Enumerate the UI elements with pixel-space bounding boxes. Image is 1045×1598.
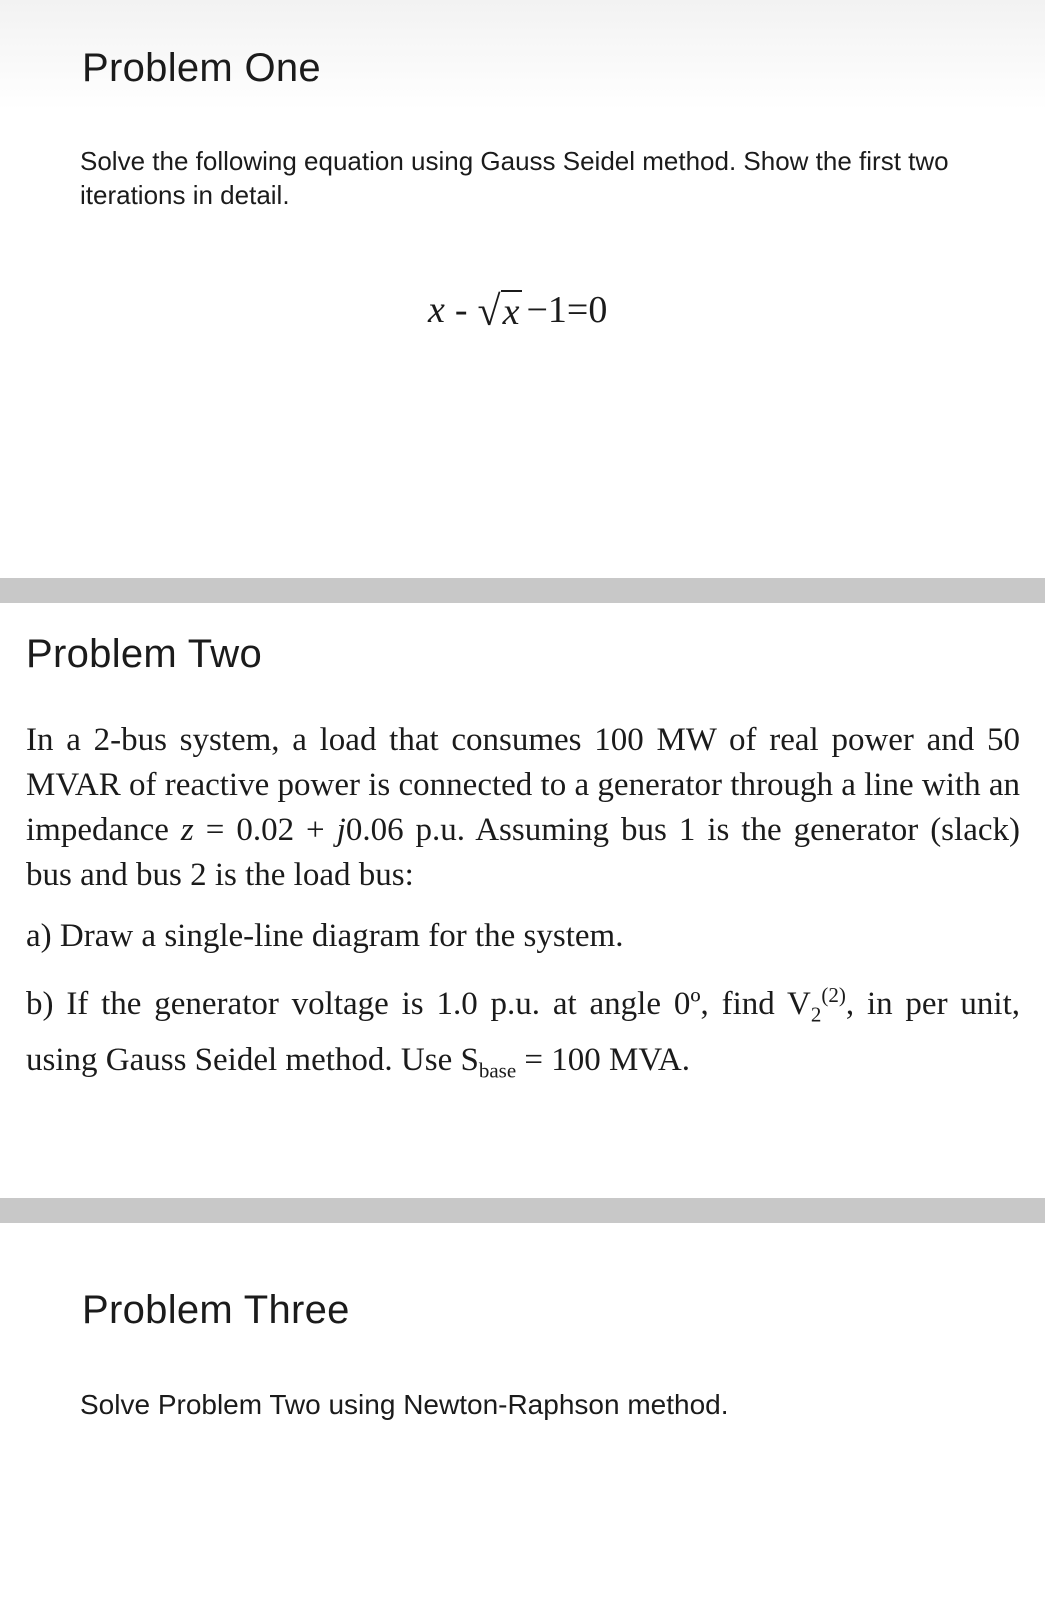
square-root: √ x <box>478 290 523 332</box>
eq-minus: - <box>454 289 468 331</box>
problem-one-instructions: Solve the following equation using Gauss Seidel method. Show the first two iterations in detail. <box>80 146 949 210</box>
eq-one: 1 <box>547 289 567 331</box>
problem-two-item-a: a) Draw a single-line diagram for the system. <box>26 918 624 954</box>
section-divider-2 <box>0 1198 1045 1223</box>
section-divider-1 <box>0 578 1045 603</box>
problem-one-title: Problem One <box>82 46 321 90</box>
imaginary-unit: j <box>336 812 346 848</box>
problem-two-item-b: b) If the generator voltage is 1.0 p.u. at angle 0º, find $V_2^{(2)}$, in per unit, using Gauss Seidel method. Use $S_{base} = 100$ MVA. <box>26 983 1020 1083</box>
eq-equals: = <box>566 289 589 331</box>
eq-minus-2: − <box>526 289 548 331</box>
problem-two-title: Problem Two <box>26 632 262 676</box>
equation <box>428 272 608 335</box>
problem-two-intro: In a 2-bus system, a load that consumes 100 MW of real power and 50 MVAR of reactive power is connected to a generator through a line with an impedance z = 0.02 + j0.06 p.u. Assuming bus 1 is the generator (slack) bus and bus 2 is the load bus: <box>26 722 1020 893</box>
problem-three-instructions: Solve Problem Two using Newton-Raphson method. <box>80 1389 729 1420</box>
eq-radicand: x <box>502 291 520 333</box>
eq-zero: 0 <box>588 289 608 331</box>
impedance-variable: z <box>180 812 194 848</box>
eq-x: x <box>428 289 445 331</box>
problem-three-title: Problem Three <box>82 1288 350 1332</box>
